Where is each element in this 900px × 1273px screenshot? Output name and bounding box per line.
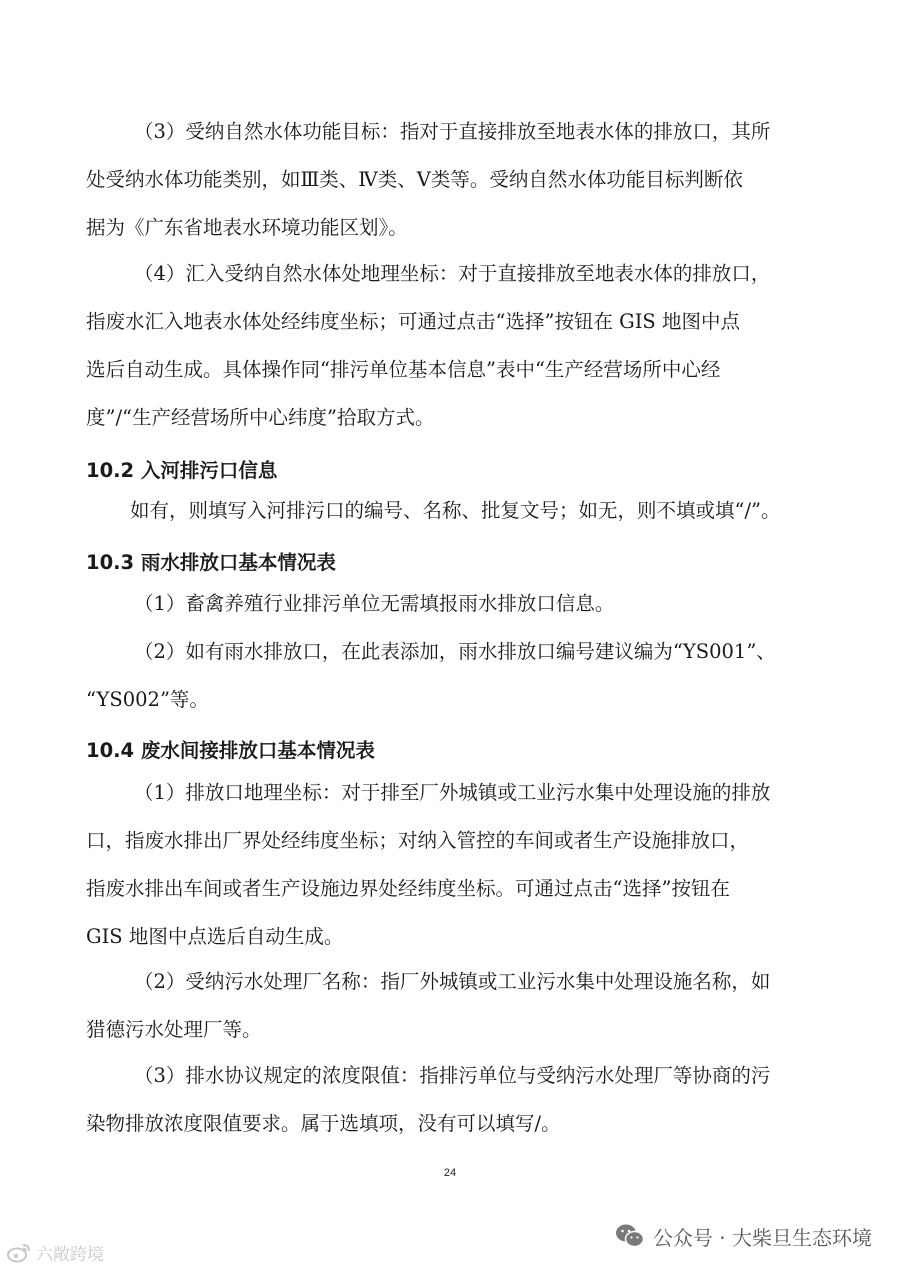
text-line: 处受纳水体功能类别，如Ⅲ类、Ⅳ类、Ⅴ类等。受纳自然水体功能目标判断依 xyxy=(86,168,743,191)
text-line: （2）如有雨水排放口，在此表添加，雨水排放口编号建议编为“YS001”、 xyxy=(134,640,776,663)
corner-watermark xyxy=(6,1240,104,1265)
text-line: （4）汇入受纳自然水体处地理坐标：对于直接排放至地表水体的排放口， xyxy=(134,262,771,285)
text-line: GIS 地图中点选后自动生成。 xyxy=(86,925,344,948)
corner-watermark-text: 六敞跨境 xyxy=(36,1245,104,1265)
text-line: 口，指废水排出厂界处经纬度坐标；对纳入管控的车间或者生产设施排放口， xyxy=(86,829,750,852)
paragraph-river-outfall xyxy=(86,501,816,525)
wechat-watermark xyxy=(615,1218,872,1254)
paragraph-concentration-limit xyxy=(86,1066,816,1138)
paragraph-rainwater-1 xyxy=(86,594,816,618)
text-line: 选后自动生成。具体操作同“排污单位基本信息”表中“生产经营场所中心经 xyxy=(86,358,721,381)
wechat-icon xyxy=(615,1223,645,1249)
wechat-account-name: 公众号 · 大柴旦生态环境 xyxy=(652,1225,872,1250)
text-line: 度”/“生产经营场所中心纬度”拾取方式。 xyxy=(86,406,435,429)
section-heading-10-4: 10.4 废水间接排放口基本情况表 xyxy=(86,739,375,762)
text-line: 指废水排出车间或者生产设施边界处经纬度坐标。可通过点击“选择”按钮在 xyxy=(86,877,730,900)
paragraph-water-body-function xyxy=(86,122,816,242)
paragraph-receiving-plant xyxy=(86,972,816,1044)
text-line: （1）排放口地理坐标：对于排至厂外城镇或工业污水集中处理设施的排放 xyxy=(134,781,771,804)
text-line: （1）畜禽养殖行业排污单位无需填报雨水排放口信息。 xyxy=(134,592,615,615)
text-line: 据为《广东省地表水环境功能区划》。 xyxy=(86,216,408,239)
text-line: 染物排放浓度限值要求。属于选填项，没有可以填写/。 xyxy=(86,1112,561,1135)
paragraph-rainwater-2 xyxy=(86,642,816,714)
text-line: 猎德污水处理厂等。 xyxy=(86,1018,262,1041)
weibo-icon xyxy=(6,1242,32,1264)
section-heading-10-3: 10.3 雨水排放口基本情况表 xyxy=(86,551,336,574)
paragraph-indirect-outfall-coordinates xyxy=(86,783,816,953)
text-line: 指废水汇入地表水体处经纬度坐标；可通过点击“选择”按钮在 GIS 地图中点 xyxy=(86,310,740,333)
text-line: “YS002”等。 xyxy=(86,688,209,711)
section-heading-10-2: 10.2 入河排污口信息 xyxy=(86,459,278,482)
text-line: （2）受纳污水处理厂名称：指厂外城镇或工业污水集中处理设施名称，如 xyxy=(134,970,771,993)
text-line: （3）受纳自然水体功能目标：指对于直接排放至地表水体的排放口，其所 xyxy=(134,120,771,143)
page-number: 24 xyxy=(443,1167,457,1179)
text-line: （3）排水协议规定的浓度限值：指排污单位与受纳污水处理厂等协商的污 xyxy=(134,1064,771,1087)
text-line: 如有，则填写入河排污口的编号、名称、批复文号；如无，则不填或填“/”。 xyxy=(130,499,781,522)
paragraph-geo-coordinates xyxy=(86,264,816,434)
